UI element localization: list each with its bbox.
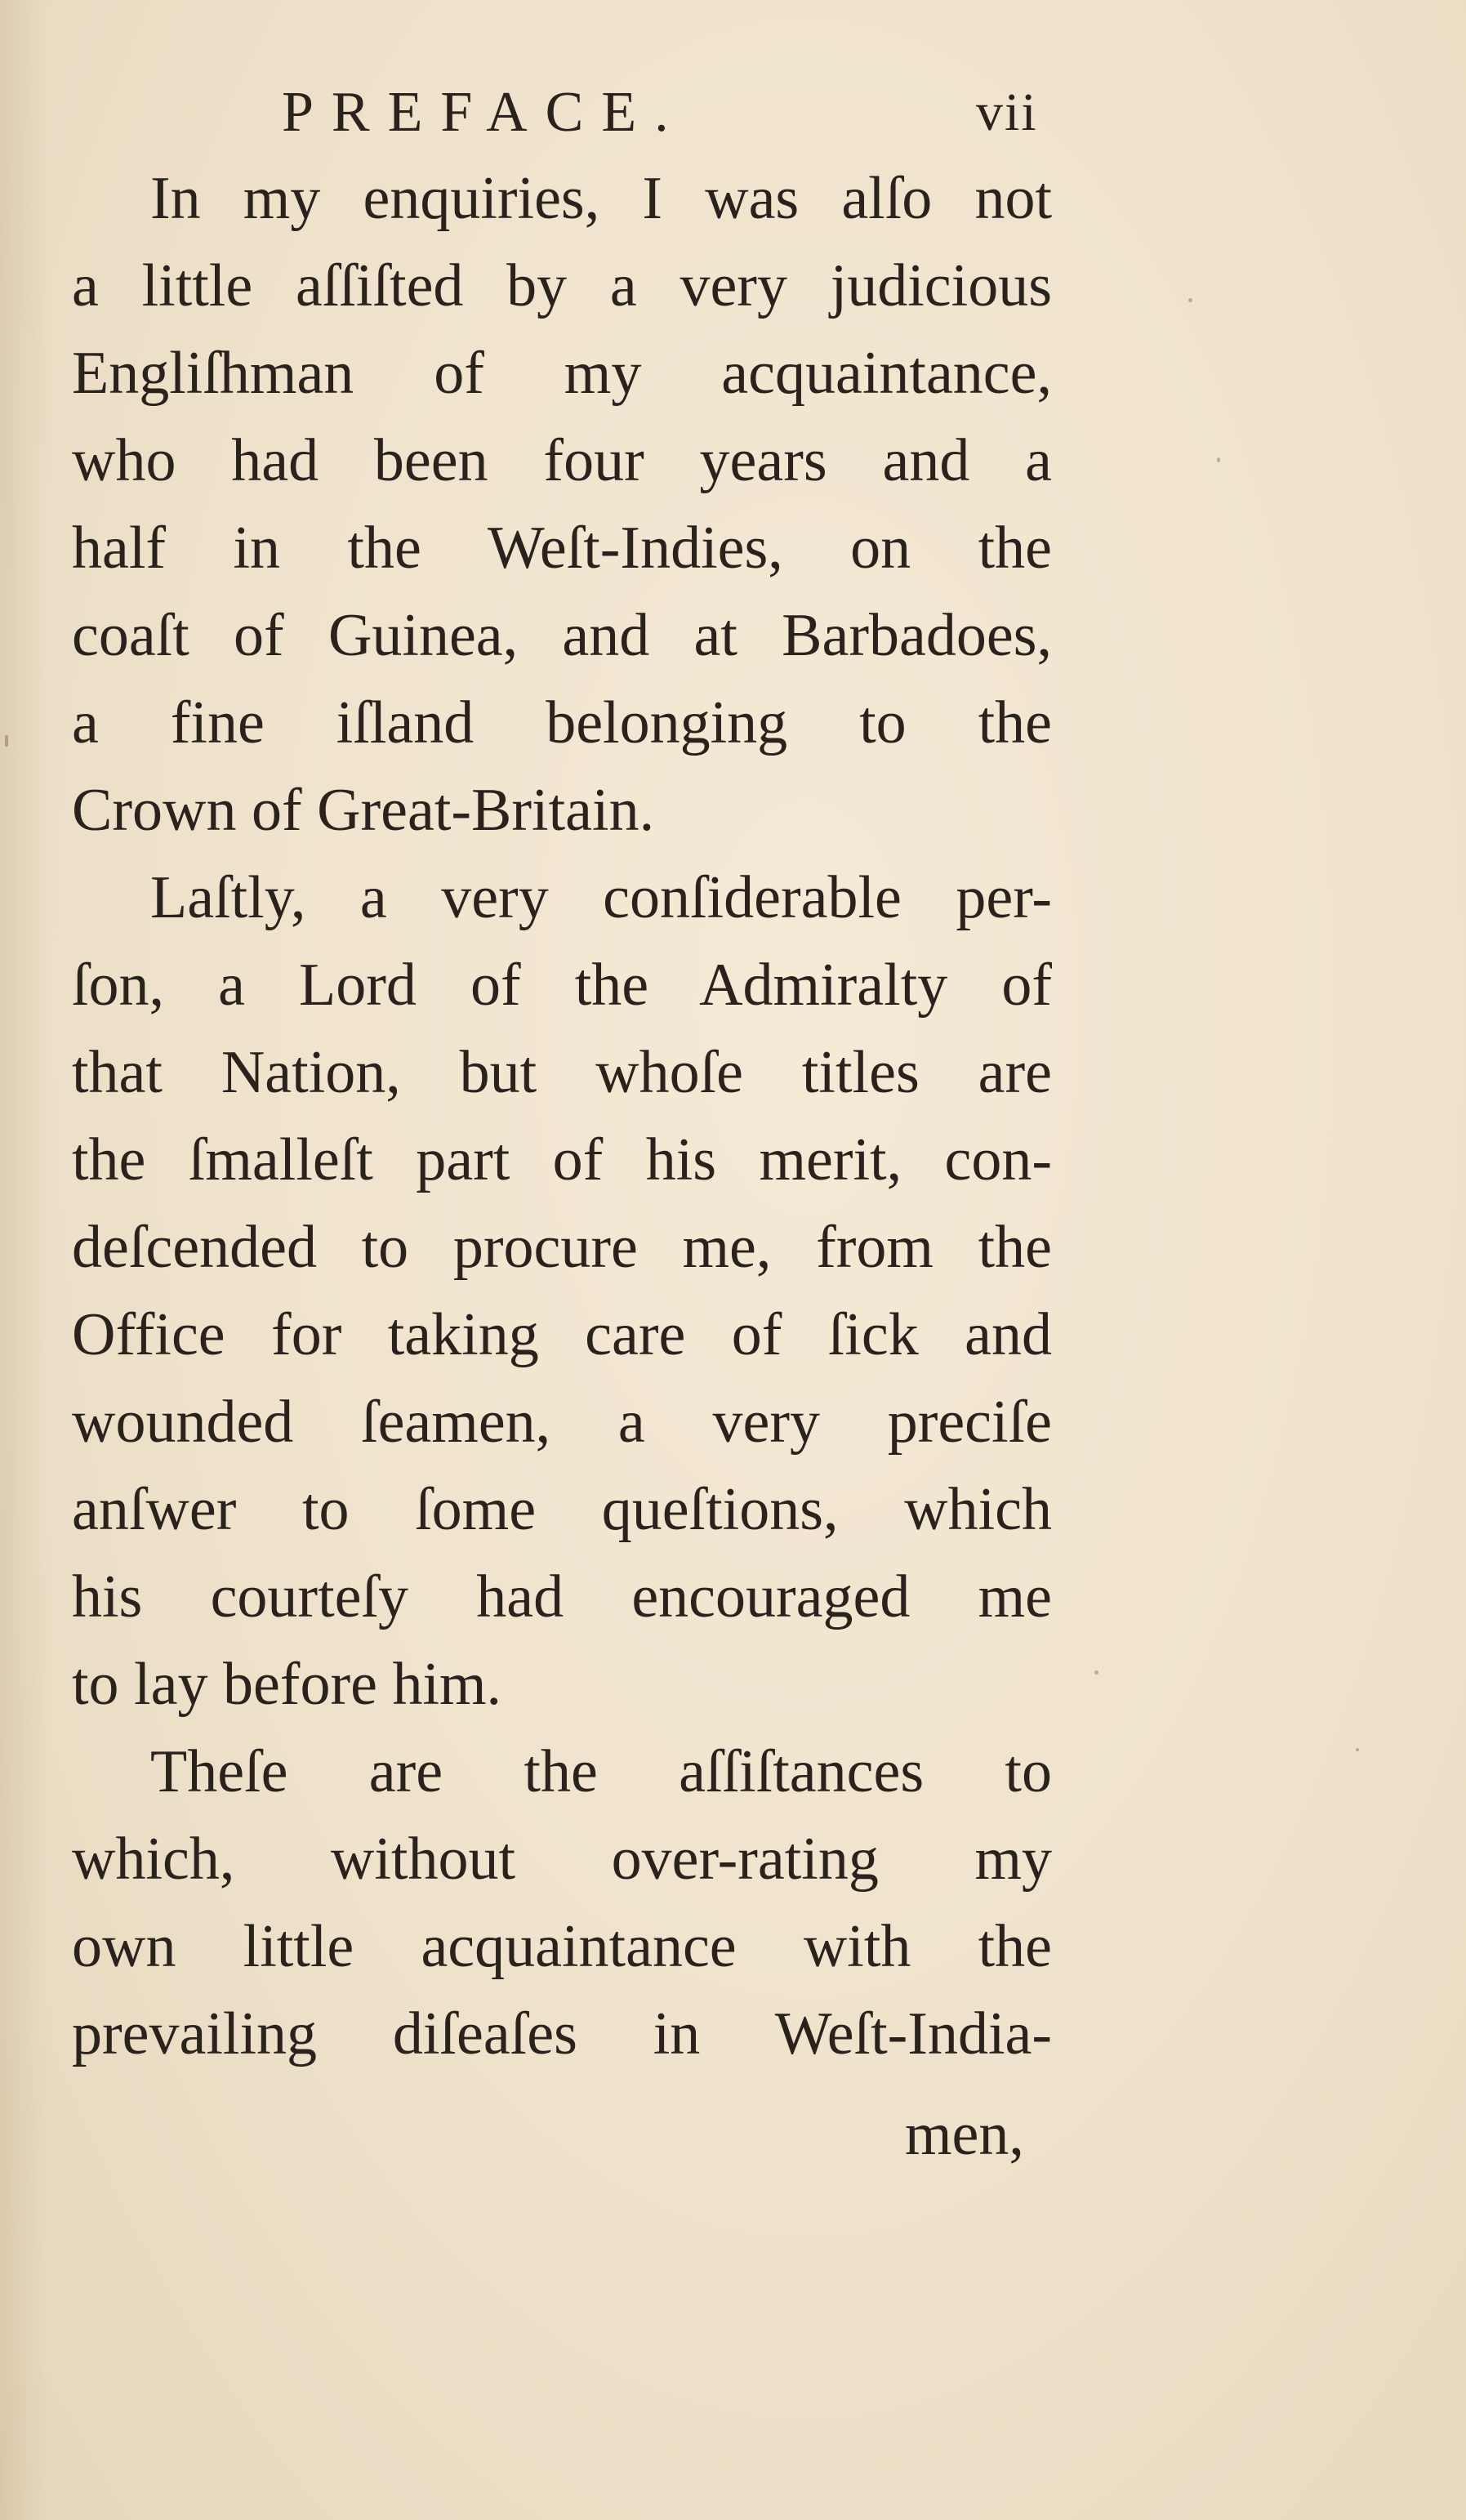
text-line: prevailing diſeaſes in Weſt-India- [72, 2000, 1052, 2067]
text-line: half in the Weſt-Indies, on the [72, 515, 1052, 582]
text-line: which, without over-rating my [72, 1826, 1052, 1893]
text-line: own little acquaintance with the [72, 1913, 1052, 1980]
text-line: a little aſſiſted by a very judicious [72, 252, 1052, 319]
text-line: a fine iſland belonging to the [72, 689, 1052, 756]
paragraph [72, 155, 1052, 854]
text-line: that Nation, but whoſe titles are [72, 1039, 1052, 1106]
text-line: anſwer to ſome queſtions, which [72, 1476, 1052, 1543]
text-line: who had been four years and a [72, 427, 1052, 494]
text-line: Laſtly, a very conſiderable per- [150, 864, 1052, 931]
text-line: the ſmalleſt part of his merit, con- [72, 1126, 1052, 1193]
paper-speck [1356, 1748, 1359, 1751]
page-header [0, 72, 1466, 154]
text-line: coaſt of Guinea, and at Barbadoes, [72, 602, 1052, 669]
text-line: ſon, a Lord of the Admiralty of [72, 952, 1052, 1019]
text-line: deſcended to procure me, from the [72, 1214, 1052, 1281]
text-line: Crown of Great-Britain. [72, 777, 655, 844]
text-line: Office for taking care of ſick and [72, 1301, 1052, 1368]
text-line: to lay before him. [72, 1651, 502, 1718]
body-text [72, 155, 1052, 2078]
paper-speck [1217, 457, 1220, 462]
paragraph [72, 854, 1052, 1728]
page-number: vii [976, 83, 1038, 142]
catchword: men, [905, 2101, 1024, 2168]
text-line: Engliſhman of my acquaintance, [72, 340, 1052, 407]
running-head: PREFACE. [282, 81, 687, 144]
text-line: In my enquiries, I was alſo not [150, 165, 1052, 232]
paper-speck [1188, 298, 1192, 302]
text-line: his courteſy had encouraged me [72, 1563, 1052, 1630]
text-line: wounded ſeamen, a very preciſe [72, 1389, 1052, 1456]
text-line: Theſe are the aſſiſtances to [150, 1738, 1052, 1805]
page-edge-shadow [0, 0, 49, 2520]
paper-speck [1094, 1670, 1098, 1675]
paragraph [72, 1728, 1052, 2078]
paper-speck [5, 735, 8, 747]
